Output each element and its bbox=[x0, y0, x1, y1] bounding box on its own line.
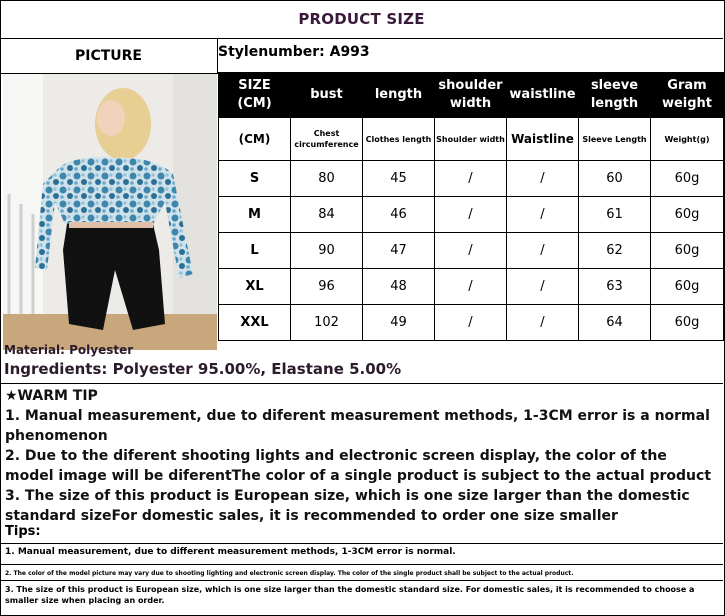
table-cell: 48 bbox=[363, 269, 435, 305]
table-cell: S bbox=[219, 161, 291, 197]
table-cell: L bbox=[219, 233, 291, 269]
table-cell: 102 bbox=[291, 305, 363, 341]
warm-tip-heading: ★WARM TIP bbox=[5, 388, 98, 404]
subheader-chest: Chest circumference bbox=[291, 118, 363, 161]
table-cell: 96 bbox=[291, 269, 363, 305]
size-table bbox=[218, 72, 724, 341]
subheader-shoulder: Shoulder width bbox=[435, 118, 507, 161]
subheader-clothes-length: Clothes length bbox=[363, 118, 435, 161]
table-cell: XL bbox=[219, 269, 291, 305]
table-cell: M bbox=[219, 197, 291, 233]
style-number: Stylenumber: A993 bbox=[218, 44, 370, 60]
table-cell: / bbox=[435, 197, 507, 233]
tip-item: 1. Manual measurement, due to different measurement methods, 1-3CM error is normal. bbox=[5, 547, 456, 557]
subheader-unit: (CM) bbox=[219, 118, 291, 161]
table-cell: 60 bbox=[579, 161, 651, 197]
picture-label-cell bbox=[0, 39, 218, 74]
subheader-sleeve: Sleeve Length bbox=[579, 118, 651, 161]
table-cell: 45 bbox=[363, 161, 435, 197]
table-cell: 64 bbox=[579, 305, 651, 341]
page-title: PRODUCT SIZE bbox=[298, 10, 425, 28]
table-cell: / bbox=[507, 161, 579, 197]
table-cell: / bbox=[507, 269, 579, 305]
table-cell: 60g bbox=[651, 233, 724, 269]
table-cell: 61 bbox=[579, 197, 651, 233]
table-cell: / bbox=[435, 161, 507, 197]
table-cell: 60g bbox=[651, 161, 724, 197]
subheader-weight: Weight(g) bbox=[651, 118, 724, 161]
section-divider bbox=[0, 580, 723, 581]
section-divider bbox=[0, 564, 723, 565]
header-gram-weight: Gram weight bbox=[651, 73, 724, 118]
material-text: Material: Polyester bbox=[4, 343, 134, 357]
tips-heading: Tips: bbox=[5, 524, 41, 539]
warm-tip-item: 2. Due to the diferent shooting lights and electronic screen display, the color of the model image will be diferentThe color of a single product is subject to the actual product bbox=[5, 448, 712, 484]
table-cell: 80 bbox=[291, 161, 363, 197]
table-cell: / bbox=[435, 233, 507, 269]
tip-item: 2. The color of the model picture may vary due to shooting lighting and electronic screen display. The color of the single product shall be subject to the actual product. bbox=[5, 570, 574, 577]
table-cell: / bbox=[435, 269, 507, 305]
warm-tip-item: 1. Manual measurement, due to diferent measurement methods, 1-3CM error is a normal phenomenon bbox=[5, 408, 710, 444]
table-cell: 63 bbox=[579, 269, 651, 305]
table-cell: / bbox=[507, 233, 579, 269]
subheader-waistline: Waistline bbox=[507, 118, 579, 161]
header-size: SIZE (CM) bbox=[219, 73, 291, 118]
tip-item: 3. The size of this product is European size, which is one size larger than the domestic standard size. For domestic sales, it is recommended to choose a smaller size when placing an order. bbox=[5, 585, 695, 605]
section-divider bbox=[0, 383, 723, 384]
table-cell: 84 bbox=[291, 197, 363, 233]
table-cell: 49 bbox=[363, 305, 435, 341]
table-header-row bbox=[219, 73, 724, 118]
table-cell: 46 bbox=[363, 197, 435, 233]
table-cell: 90 bbox=[291, 233, 363, 269]
header-waistline: waistline bbox=[507, 73, 579, 118]
table-cell: / bbox=[507, 197, 579, 233]
header-shoulder-width: shoulder width bbox=[435, 73, 507, 118]
model-image bbox=[3, 74, 217, 350]
warm-tip-item: 3. The size of this product is European size, which is one size larger than the domestic standard sizeFor domestic sales, it is recommended to order one size smaller bbox=[5, 488, 690, 524]
table-row bbox=[219, 197, 724, 233]
table-row bbox=[219, 269, 724, 305]
table-cell: XXL bbox=[219, 305, 291, 341]
picture-label: PICTURE bbox=[74, 48, 142, 64]
table-subheader-row bbox=[219, 118, 724, 161]
table-cell: / bbox=[435, 305, 507, 341]
table-cell: / bbox=[507, 305, 579, 341]
table-cell: 60g bbox=[651, 197, 724, 233]
warm-tip-section bbox=[5, 386, 720, 526]
table-row bbox=[219, 161, 724, 197]
header-bust: bust bbox=[291, 73, 363, 118]
table-cell: 47 bbox=[363, 233, 435, 269]
product-photo bbox=[3, 74, 217, 350]
table-row bbox=[219, 305, 724, 341]
ingredients-text: Ingredients: Polyester 95.00%, Elastane 5.00% bbox=[4, 360, 402, 378]
section-divider bbox=[0, 543, 723, 544]
table-cell: 60g bbox=[651, 269, 724, 305]
table-cell: 62 bbox=[579, 233, 651, 269]
header-length: length bbox=[363, 73, 435, 118]
title-bar bbox=[0, 0, 723, 39]
table-cell: 60g bbox=[651, 305, 724, 341]
table-row bbox=[219, 233, 724, 269]
header-sleeve-length: sleeve length bbox=[579, 73, 651, 118]
